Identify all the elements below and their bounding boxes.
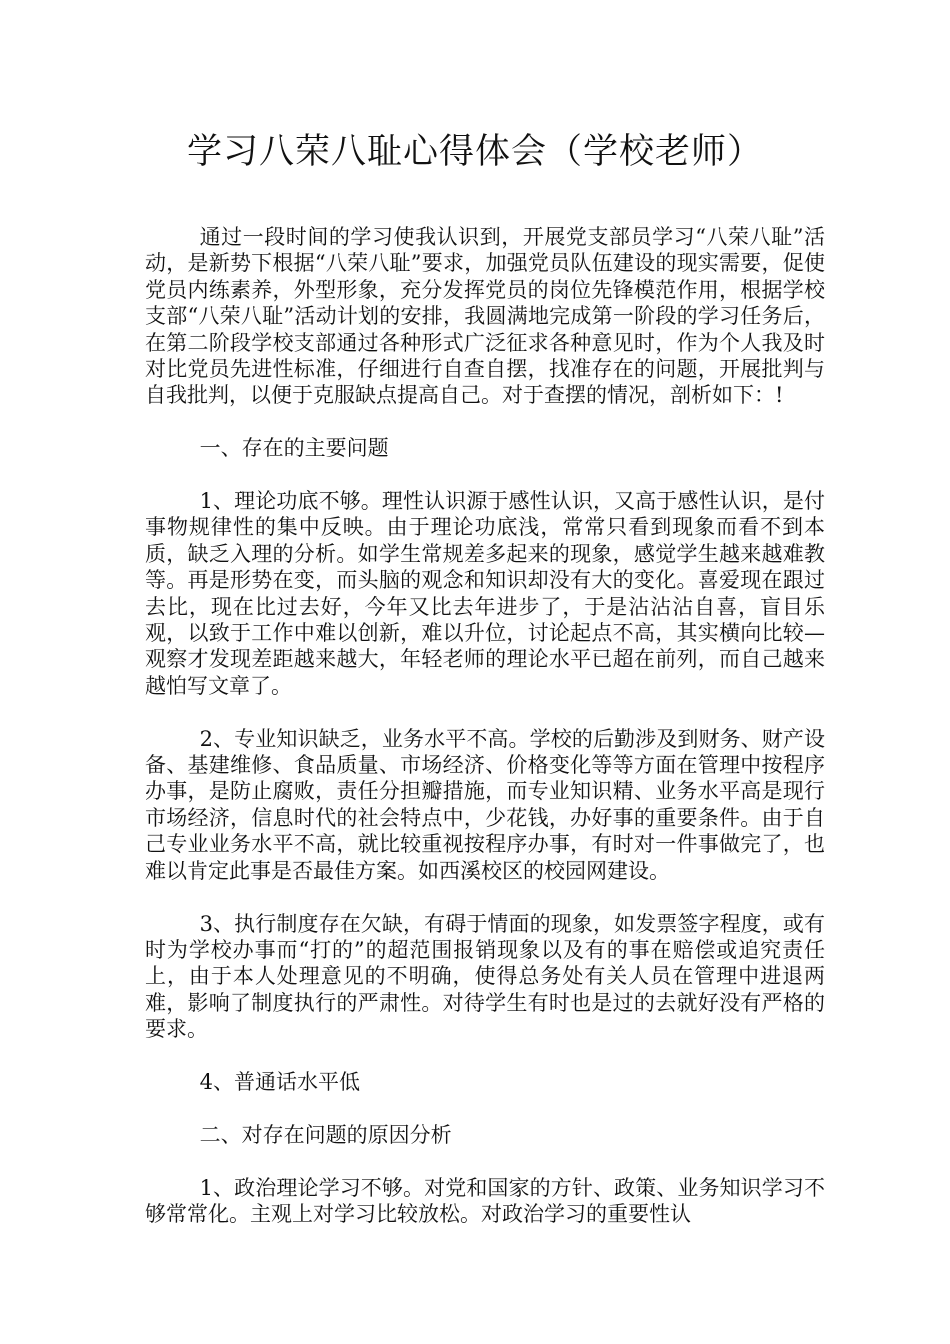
document-title: 学习八荣八耻心得体会（学校老师）: [186, 132, 763, 172]
paragraph-problem-3: 3、执行制度存在欠缺，有碍于情面的现象，如发票签字程度，或有时为学校办事而“打的”的超范围报销现象以及有的事在赔偿或追究责任上，由于本人处理意见的不明确，使得总务处有关人员在管理中进退两难，影响了制度执行的严肃性。对待学生有时也是过的去就好没有严格的要求。: [145, 911, 825, 1042]
paragraph-problem-4: 4、普通话水平低: [199, 1069, 360, 1094]
paragraph-problem-2: 2、专业知识缺乏，业务水平不高。学校的后勤涉及到财务、财产设备、基建维修、食品质量、市场经济、价格变化等等方面在管理中按程序办事，是防止腐败，责任分担瓣措施，而专业知识精、业务水平高是现行市场经济，信息时代的社会特点中，少花钱，办好事的重要条件。由于自己专业业务水平不高，就比较重视按程序办事，有时对一件事做完了，也难以肯定此事是否最佳方案。如西溪校区的校园网建设。: [145, 726, 825, 883]
paragraph-problem-1: 1、理论功底不够。理性认识源于感性认识，又高于感性认识，是付事物规律性的集中反映。由于理论功底浅，常常只看到现象而看不到本质，缺乏入理的分析。如学生常规差多起来的现象，感觉学生越来越难教等。再是形势在变，而头脑的观念和知识却没有大的变化。喜爱现在跟过去比，现在比过去好，今年又比去年进步了，于是沾沾沾自喜，盲目乐观，以致于工作中难以创新，难以升位，讨论起点不高，其实横向比较—观察才发现差距越来越大，年轻老师的理论水平已超在前列，而自己越来越怕写文章了。: [145, 489, 825, 698]
section-heading-main-problems: 一、存在的主要问题: [199, 436, 389, 461]
paragraph-cause-1: 1、政治理论学习不够。对党和国家的方针、政策、业务知识学习不够常常化。主观上对学习比较放松。对政治学习的重要性认: [145, 1175, 825, 1226]
section-heading-cause-analysis: 二、对存在问题的原因分析: [199, 1122, 452, 1147]
paragraph-intro: 通过一段时间的学习使我认识到，开展党支部员学习“八荣八耻”活动，是新势下根据“八荣八耻”要求，加强党员队伍建设的现实需要，促使党员内练素养，外型形象，充分发挥党员的岗位先锋模范作用，根据学校支部“八荣八耻”活动计划的安排，我圆满地完成第一阶段的学习任务后，在第二阶段学校支部通过各种形式广泛征求各种意见时，作为个人我及时对比党员先进性标准，仔细进行自查自摆，找准存在的问题，开展批判与自我批判，以便于克服缺点提高自己。对于查摆的情况，剖析如下：!: [145, 225, 825, 408]
document-body: [145, 224, 825, 1254]
